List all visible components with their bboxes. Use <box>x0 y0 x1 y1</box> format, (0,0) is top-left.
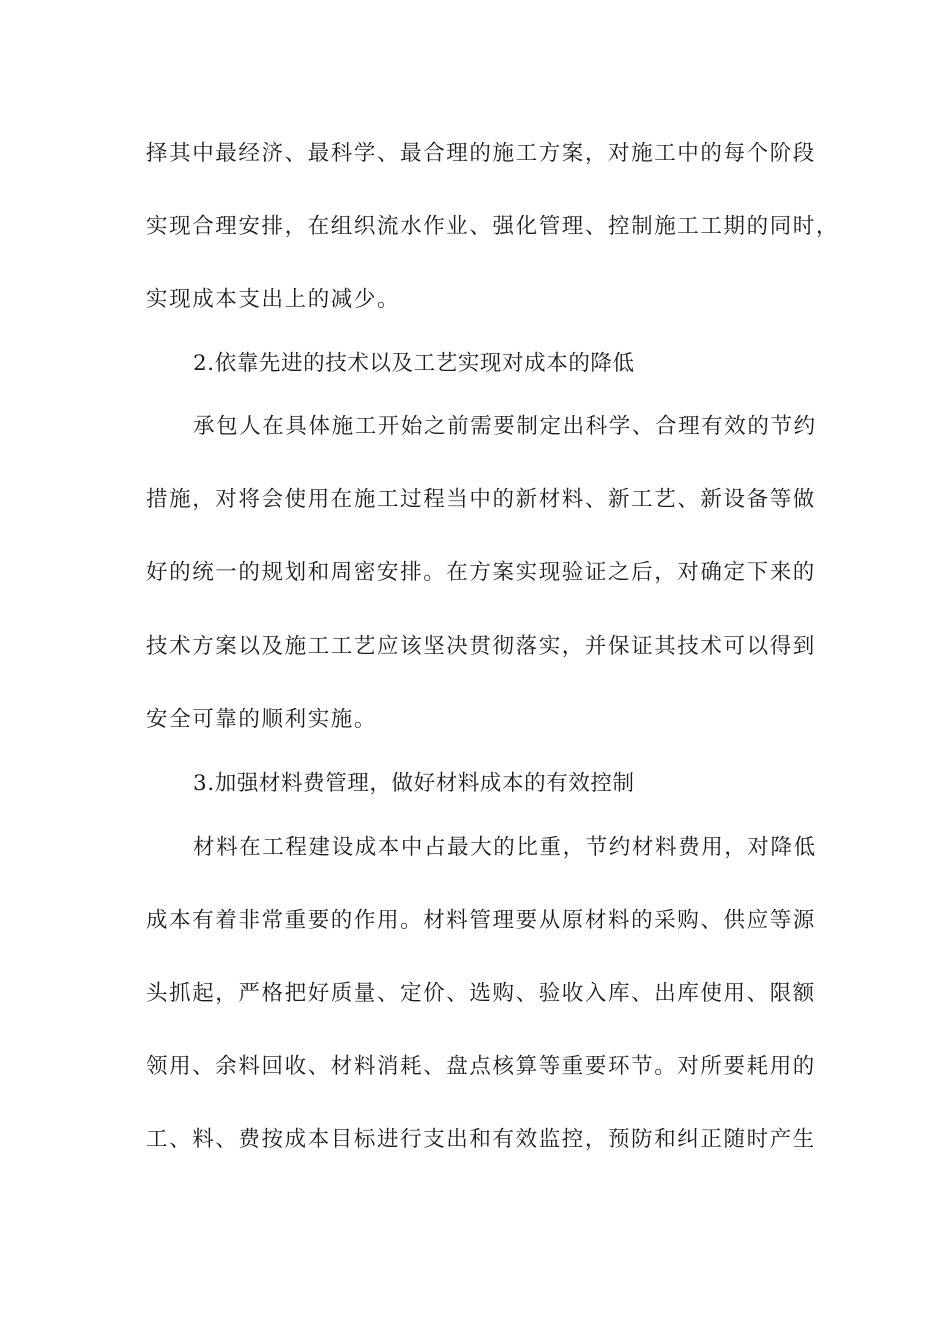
paragraph-line: 头抓起，严格把好质量、定价、选购、验收入库、出库使用、限额 <box>146 981 816 1006</box>
paragraph-line: 实现合理安排，在组织流水作业、强化管理、控制施工工期的同时， <box>146 214 840 239</box>
paragraph-line: 措施，对将会使用在施工过程当中的新材料、新工艺、新设备等做 <box>146 487 816 512</box>
paragraph-line: 好的统一的规划和周密安排。在方案实现验证之后，对确定下来的 <box>146 560 816 585</box>
paragraph-line: 技术方案以及施工工艺应该坚决贯彻落实，并保证其技术可以得到 <box>146 634 816 659</box>
section-heading: 3.加强材料费管理，做好材料成本的有效控制 <box>193 771 635 796</box>
paragraph-line: 承包人在具体施工开始之前需要制定出科学、合理有效的节约 <box>193 414 817 439</box>
paragraph-line: 安全可靠的顺利实施。 <box>146 707 378 732</box>
paragraph-line: 领用、余料回收、材料消耗、盘点核算等重要环节。对所要耗用的 <box>146 1054 816 1079</box>
paragraph-line: 择其中最经济、最科学、最合理的施工方案，对施工中的每个阶段 <box>146 141 816 166</box>
paragraph-line: 材料在工程建设成本中占最大的比重，节约材料费用，对降低 <box>193 835 817 860</box>
paragraph-line: 成本有着非常重要的作用。材料管理要从原材料的采购、供应等源 <box>146 908 816 933</box>
paragraph-line: 实现成本支出上的减少。 <box>146 287 401 312</box>
paragraph-line: 工、料、费按成本目标进行支出和有效监控，预防和纠正随时产生 <box>146 1127 816 1152</box>
section-heading: 2.依靠先进的技术以及工艺实现对成本的降低 <box>193 351 635 376</box>
